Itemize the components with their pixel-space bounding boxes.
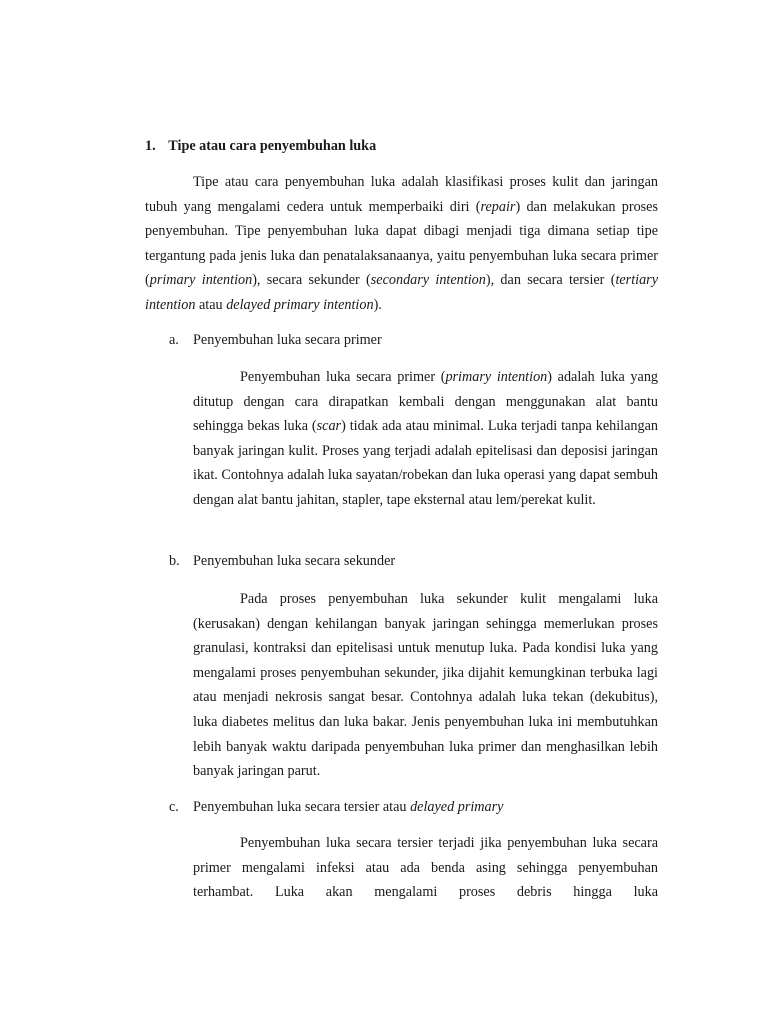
subheading-title-italic: delayed primary xyxy=(410,799,504,815)
intro-text: ). xyxy=(373,296,382,313)
intro-text: ) dan melakukan proses penyembuhan. Tipe penyembuhan luka dapat dibagi menjadi tiga dimana setiap tipe tergantung pada jenis luka dan penatalaksanaanya, yaitu penyembuhan luka secara primer ( xyxy=(145,198,658,289)
paragraph-text: ) adalah luka yang ditutup dengan cara dirapatkan kembali dengan menggunakan alat bantu sehingga bekas luka ( xyxy=(193,369,659,435)
subheading-title: Penyembuhan luka secara primer xyxy=(193,332,382,348)
intro-term-repair: repair xyxy=(480,198,516,215)
intro-term-tertiary: tertiary intention xyxy=(145,272,658,313)
subheading-title: Penyembuhan luka secara tersier atau xyxy=(193,799,411,815)
heading-number: 1. xyxy=(145,138,156,154)
paragraph-a xyxy=(193,365,658,513)
intro-text: ), dan secara tersier ( xyxy=(485,272,616,289)
intro-term-primary: primary intention xyxy=(149,272,253,289)
list-letter: a. xyxy=(169,332,179,348)
paragraph-text: Penyembuhan luka secara primer ( xyxy=(240,369,446,385)
intro-term-delayed: delayed primary intention xyxy=(226,296,374,313)
intro-paragraph xyxy=(145,170,658,318)
subheading-a xyxy=(169,332,382,349)
term-primary-intention: primary intention xyxy=(445,369,548,385)
section-heading xyxy=(145,138,376,155)
subheading-c xyxy=(169,799,504,816)
intro-term-secondary: secondary intention xyxy=(370,272,486,289)
subheading-title: Penyembuhan luka secara sekunder xyxy=(193,553,396,569)
list-letter: b. xyxy=(169,553,180,569)
paragraph-b: Pada proses penyembuhan luka sekunder kulit mengalami luka (kerusakan) dengan kehilangan banyak jaringan sehingga memerlukan proses granulasi, kontraksi dan epitelisasi untuk menutup luka. Pada kondisi luka yang mengalami proses penyembuhan sekunder, jika dijahit kemungkinan terbuka lagi atau menjadi nekrosis sangat besar. Contohnya adalah luka tekan (dekubitus), luka diabetes melitus dan luka bakar. Jenis penyembuhan luka ini membutuhkan lebih banyak waktu daripada penyembuhan luka primer dan menghasilkan lebih banyak jaringan parut. xyxy=(193,591,658,780)
list-letter: c. xyxy=(169,799,179,815)
paragraph-text: ) tidak ada atau minimal. Luka terjadi tanpa kehilangan banyak jaringan kulit. Proses yang terjadi adalah epitelisasi dan deposisi jaringan ikat. Contohnya adalah luka sayatan/robekan dan luka operasi yang dapat sembuh dengan alat bantu jahitan, stapler, tape eksternal atau lem/perekat kulit. xyxy=(193,418,658,508)
intro-text: atau xyxy=(195,296,227,313)
term-scar: scar xyxy=(316,418,342,435)
paragraph-c: Penyembuhan luka secara tersier terjadi jika penyembuhan luka secara primer mengalami infeksi atau ada benda asing sehingga penyembuhan terhambat. Luka akan mengalami proses debris hingga luka xyxy=(193,835,658,901)
subheading-b xyxy=(169,553,396,570)
intro-text: Tipe atau cara penyembuhan luka adalah klasifikasi proses kulit dan jaringan tubuh yang mengalami cedera untuk memperbaiki diri ( xyxy=(145,174,658,215)
intro-text: ), secara sekunder ( xyxy=(252,272,371,289)
heading-title: Tipe atau cara penyembuhan luka xyxy=(168,138,377,154)
